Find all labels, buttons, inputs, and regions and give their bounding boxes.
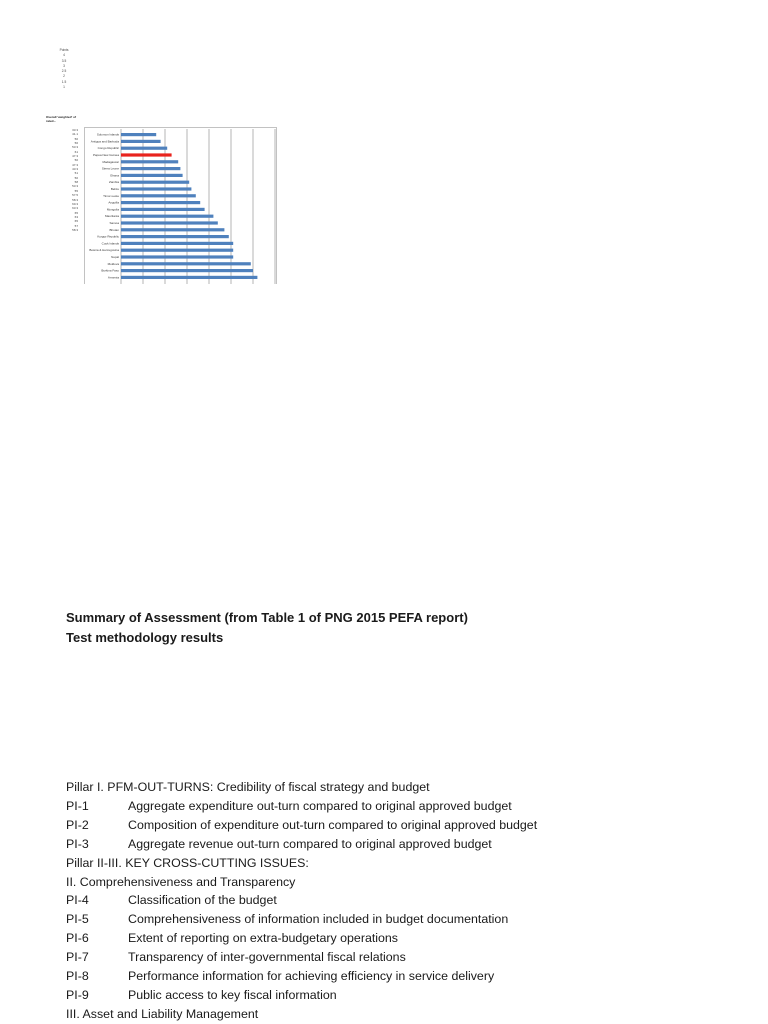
chart-column-value: 51 bbox=[74, 171, 78, 176]
score-value: 1.5 bbox=[61, 79, 67, 84]
chart-column-value: 50 bbox=[74, 175, 78, 180]
chart-bar bbox=[121, 228, 224, 231]
chart-bar bbox=[121, 174, 183, 177]
score-value: 4 bbox=[63, 53, 65, 58]
indicator-code: PI-2 bbox=[66, 817, 89, 832]
indicator-text: III. Asset and Liability Management bbox=[66, 1006, 259, 1021]
chart-block bbox=[46, 116, 232, 284]
indicator-code: PI-9 bbox=[66, 987, 89, 1002]
chart-bar bbox=[121, 187, 191, 190]
indicator-code: PI-4 bbox=[66, 893, 89, 908]
indicator-code: PI-5 bbox=[66, 912, 89, 927]
chart-category-label: Solomon Islands bbox=[96, 132, 119, 137]
indicator-text: Public access to key fiscal information bbox=[128, 987, 337, 1002]
chart-column-value: 47.3 bbox=[72, 162, 78, 167]
indicator-text: Classification of the budget bbox=[128, 893, 277, 908]
chart-bar bbox=[121, 276, 257, 279]
indicator-code: PI-1 bbox=[66, 798, 89, 813]
chart-category-label: Anguilla bbox=[108, 200, 119, 205]
chart-bar bbox=[121, 249, 233, 252]
indicator-row bbox=[66, 778, 746, 797]
chart-bar bbox=[121, 160, 178, 163]
indicator-text: Composition of expenditure out-turn compared to original approved budget bbox=[128, 817, 538, 832]
summary-heading bbox=[66, 608, 468, 647]
chart-column-title: Overall 'weighted' of rated... bbox=[46, 115, 77, 123]
chart-category-label: Timor-Leste bbox=[103, 193, 119, 198]
chart-column-value: 58 bbox=[74, 180, 78, 185]
chart-category-label: Madagascar bbox=[102, 159, 119, 164]
indicator-text: Performance information for achieving efficiency in service delivery bbox=[128, 969, 495, 984]
chart-bar bbox=[121, 215, 213, 218]
indicator-text: Comprehensiveness of information included in budget documentation bbox=[128, 912, 509, 927]
chart-category-label: Antigua and Barbuda bbox=[90, 139, 119, 144]
indicator-row bbox=[66, 816, 746, 835]
chart-category-label: Bhutan bbox=[109, 227, 119, 232]
chart-bar bbox=[121, 181, 189, 184]
scores-column bbox=[56, 48, 72, 90]
score-value: 2.5 bbox=[61, 69, 67, 74]
chart-frame bbox=[85, 128, 277, 285]
score-value: 2 bbox=[63, 74, 65, 79]
chart-column-value: 63.3 bbox=[72, 206, 78, 211]
chart-column-value: 63 bbox=[74, 214, 78, 219]
chart-bar bbox=[121, 140, 161, 143]
chart-column-value: 33.3 bbox=[72, 128, 78, 132]
chart-category-label: Mongolia bbox=[106, 207, 119, 212]
chart-column-value: 57 bbox=[74, 223, 78, 228]
summary-subtitle: Test methodology results bbox=[66, 629, 224, 645]
chart-category-label: Samoa bbox=[109, 221, 119, 225]
indicator-text: Extent of reporting on extra-budgetary operations bbox=[128, 931, 399, 946]
chart-column-value: 61 bbox=[74, 149, 78, 154]
indicator-row bbox=[66, 835, 746, 854]
chart-column-value: 53.3 bbox=[72, 145, 78, 150]
chart-column-values bbox=[68, 128, 78, 232]
chart-bar bbox=[121, 255, 233, 258]
indicator-row bbox=[66, 967, 746, 986]
indicator-row bbox=[66, 948, 746, 967]
chart-category-label: Armenia bbox=[107, 275, 119, 280]
chart-bar bbox=[121, 242, 233, 245]
chart-column-value: 58.3 bbox=[72, 227, 78, 232]
indicator-code: PI-6 bbox=[66, 931, 89, 946]
chart-column-value: 60.3 bbox=[72, 201, 78, 206]
chart-column-value: 55 bbox=[74, 188, 78, 193]
chart-column-value: 43.3 bbox=[72, 167, 78, 172]
chart-category-label: Moldova bbox=[107, 261, 119, 266]
chart-category-label: Kyrgyz Republic bbox=[97, 234, 119, 239]
indicator-text: Aggregate expenditure out-turn compared to original approved budget bbox=[128, 798, 512, 813]
chart-bar bbox=[121, 194, 196, 197]
chart-category-label: Zambia bbox=[108, 180, 119, 185]
indicator-row bbox=[66, 891, 746, 910]
chart-column-value: 50 bbox=[74, 136, 78, 141]
indicator-code: PI-3 bbox=[66, 836, 89, 851]
chart-category-label: Belize bbox=[110, 187, 119, 191]
indicator-list bbox=[66, 778, 746, 1024]
chart-bar bbox=[121, 262, 251, 265]
chart-column-value: 53.3 bbox=[72, 184, 78, 189]
scores-header: Points bbox=[59, 48, 69, 52]
indicator-code: PI-7 bbox=[66, 950, 89, 965]
chart-category-label: Mauritania bbox=[104, 214, 119, 219]
chart-category-label: Burkina Faso bbox=[101, 268, 119, 273]
indicator-row bbox=[66, 910, 746, 929]
chart-bar bbox=[121, 153, 172, 156]
indicator-text: Transparency of inter-governmental fiscal relations bbox=[128, 950, 406, 965]
chart-bar bbox=[121, 208, 205, 211]
chart-category-label: Bosnia & Herzegovina bbox=[89, 248, 119, 253]
chart-category-label: Papua New Guinea bbox=[92, 153, 119, 157]
chart-bar bbox=[121, 269, 253, 272]
chart-column-value: 58.3 bbox=[72, 197, 78, 202]
chart-category-label: Sierra Leone bbox=[101, 166, 119, 171]
chart-category-label: Cook Islands bbox=[101, 241, 119, 246]
indicator-text: Aggregate revenue out-turn compared to original approved budget bbox=[128, 836, 492, 851]
chart-column-value: 47.3 bbox=[72, 154, 78, 159]
indicator-text: Pillar II-III. KEY CROSS-CUTTING ISSUES: bbox=[66, 855, 309, 870]
indicator-row bbox=[66, 929, 746, 948]
chart-bar bbox=[121, 147, 167, 150]
chart-column-value: 57.5 bbox=[72, 193, 78, 198]
chart-category-label: Ghana bbox=[109, 173, 119, 178]
summary-title: Summary of Assessment (from Table 1 of PNG 2015 PEFA report) bbox=[66, 610, 468, 625]
indicator-row bbox=[66, 854, 746, 873]
indicator-row bbox=[66, 873, 746, 892]
score-value: 3 bbox=[63, 63, 65, 68]
chart-bar bbox=[121, 133, 156, 136]
score-value: 3.5 bbox=[61, 58, 67, 63]
chart-column-value: 56 bbox=[74, 141, 78, 146]
scores-values bbox=[56, 53, 72, 90]
chart-bar bbox=[121, 221, 218, 224]
indicator-row bbox=[66, 1005, 746, 1024]
chart-category-label: Congo Republic bbox=[97, 146, 119, 151]
bar-chart bbox=[84, 127, 277, 284]
indicator-row bbox=[66, 986, 746, 1005]
indicator-text: II. Comprehensiveness and Transparency bbox=[66, 874, 296, 889]
chart-column-value: 65 bbox=[74, 210, 78, 215]
indicator-code: PI-8 bbox=[66, 969, 89, 984]
chart-bar bbox=[121, 167, 180, 170]
chart-column-value: 50 bbox=[74, 158, 78, 163]
chart-bar bbox=[121, 201, 200, 204]
indicator-text: Pillar I. PFM-OUT-TURNS: Credibility of fiscal strategy and budget bbox=[66, 780, 430, 794]
score-value: 1 bbox=[63, 85, 65, 90]
chart-column-value: 41.1 bbox=[72, 132, 78, 137]
indicator-row bbox=[66, 797, 746, 816]
chart-category-label: Nepal bbox=[111, 255, 119, 259]
chart-column-value: 65 bbox=[74, 219, 78, 224]
chart-bar bbox=[121, 235, 229, 238]
